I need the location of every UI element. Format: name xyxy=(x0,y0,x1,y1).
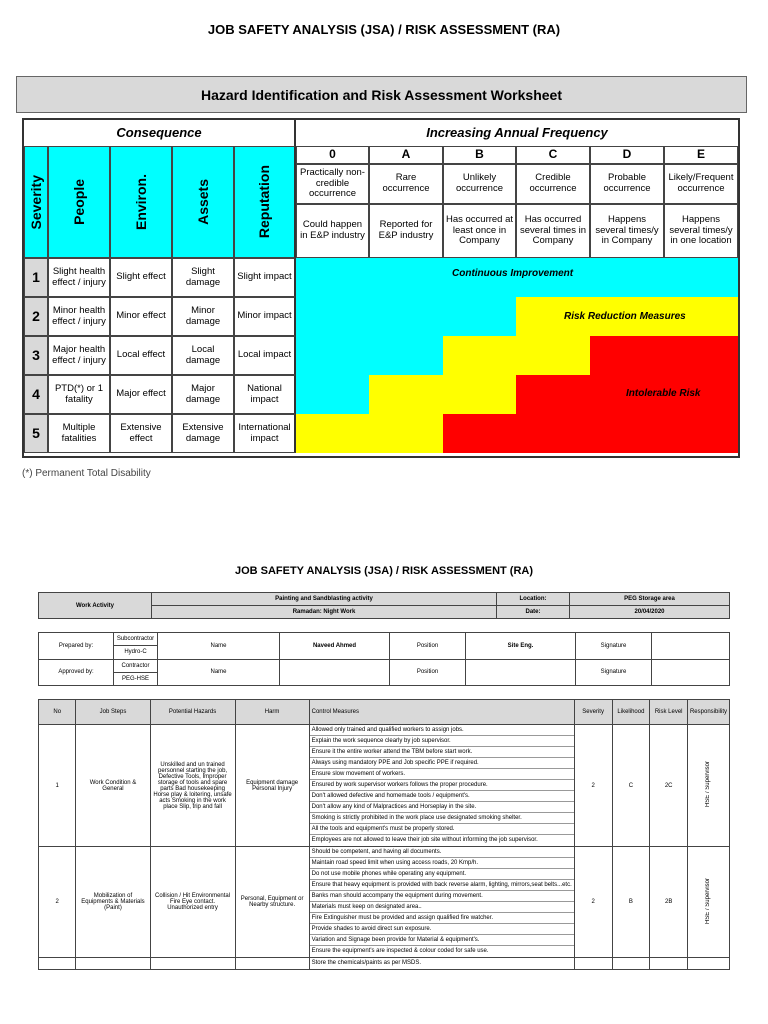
zone-label-intolerable-risk: Intolerable Risk xyxy=(626,388,701,399)
responsibility-text: HSE / Supervisor xyxy=(705,761,712,808)
responsibility-text: HSE / Supervisor xyxy=(705,877,712,925)
signature-label: Signature xyxy=(576,633,652,660)
prepared-by-label: Prepared by: xyxy=(39,633,114,660)
prepared-position: Site Eng. xyxy=(466,633,576,660)
col-people: People xyxy=(48,146,110,258)
table-cell xyxy=(76,958,150,970)
control-measure-item: Employees are not allowed to leave their job site without informing the job supervisor. xyxy=(311,837,538,843)
th-harm: Harm xyxy=(235,700,309,725)
risk-zone-cyan xyxy=(369,336,443,375)
risk-zone-cyan xyxy=(664,258,738,297)
control-measure-item: Do not use mobile phones while operating any equipment. xyxy=(310,869,574,880)
table-row xyxy=(39,725,730,847)
level-name: Practically non-credible occurrence xyxy=(296,164,369,204)
severity-environ: Local effect xyxy=(110,336,172,375)
severity-environ: Major effect xyxy=(110,375,172,414)
likelihood: C xyxy=(612,725,650,847)
job-step: Work Condition & General xyxy=(76,725,150,847)
name-label: Name xyxy=(158,633,280,660)
location-label: Location: xyxy=(497,593,570,606)
th-job-steps: Job Steps xyxy=(76,700,150,725)
level-code: E xyxy=(664,146,738,164)
risk-zone-yellow xyxy=(516,336,590,375)
th-likelihood: Likelihood xyxy=(612,700,650,725)
col-environ: Environ. xyxy=(110,146,172,258)
control-measure-item: Maintain road speed limit when using access roads, 20 Kmp/h. xyxy=(310,858,574,869)
control-measure-item: Smoking is strictly prohibited in the work place use designated smoking shelter. xyxy=(310,813,574,824)
risk-zone-yellow xyxy=(296,414,369,453)
risk-zone-red xyxy=(664,336,738,375)
prepared-name: Naveed Ahmed xyxy=(280,633,390,660)
severity-people: PTD(*) or 1 fatality xyxy=(48,375,110,414)
level-code: B xyxy=(443,146,516,164)
severity-reputation: National impact xyxy=(234,375,296,414)
severity-num: 4 xyxy=(24,375,48,414)
table-cell xyxy=(235,958,309,970)
level-desc: Happens several times/y in Company xyxy=(590,204,664,258)
level-desc: Reported for E&P industry xyxy=(369,204,443,258)
approved-position[interactable] xyxy=(466,659,576,686)
level-name: Credible occurrence xyxy=(516,164,590,204)
row-no: 2 xyxy=(39,847,76,958)
th-risk-level: Risk Level xyxy=(650,700,688,725)
table-cell xyxy=(612,958,650,970)
risk-matrix xyxy=(22,118,740,458)
control-measures xyxy=(309,725,574,847)
activity-line2: Ramadan: Night Work xyxy=(152,606,497,619)
severity-reputation: Local impact xyxy=(234,336,296,375)
date-value: 20/04/2020 xyxy=(570,606,730,619)
risk-zone-cyan xyxy=(296,297,369,336)
table-cell xyxy=(39,958,76,970)
harm: Equipment damage Personal Injury xyxy=(235,725,309,847)
level-desc: Happens several times/y in one location xyxy=(664,204,738,258)
severity-num: 1 xyxy=(24,258,48,297)
level-code: 0 xyxy=(296,146,369,164)
risk-zone-red xyxy=(664,414,738,453)
position-label: Position xyxy=(390,633,466,660)
jsa-title: JOB SAFETY ANALYSIS (JSA) / RISK ASSESSMENT (RA) xyxy=(234,565,534,577)
risk-zone-yellow xyxy=(443,336,516,375)
severity-environ: Minor effect xyxy=(110,297,172,336)
th-responsibility: Responsibility xyxy=(687,700,729,725)
severity-assets: Slight damage xyxy=(172,258,234,297)
control-measure-item: Ensure it the entire worker attend the TBM before start work. xyxy=(310,747,574,758)
control-measure-item: Store the chemicals/paints as per MSDS. xyxy=(311,960,422,966)
approved-by-label: Approved by: xyxy=(39,659,114,686)
jsa-table xyxy=(38,699,730,970)
risk-zone-yellow xyxy=(369,375,443,414)
control-measure-item: Should be competent, and having all documents. xyxy=(310,847,574,858)
zone-label-continuous-improvement: Continuous Improvement xyxy=(452,268,574,279)
approval-table xyxy=(38,632,730,686)
level-name: Probable occurrence xyxy=(590,164,664,204)
job-step: Mobilization of Equipments & Materials (Paint) xyxy=(76,847,150,958)
control-measure-item: All the tools and equipment's must be properly stored. xyxy=(310,824,574,835)
risk-zone-cyan xyxy=(590,258,664,297)
severity-num: 5 xyxy=(24,414,48,453)
control-measure-item: Ensure slow movement of workers. xyxy=(310,769,574,780)
control-measure-item: Provide shades to avoid direct sun exposure. xyxy=(310,924,574,935)
th-severity: Severity xyxy=(574,700,612,725)
level-code: C xyxy=(516,146,590,164)
contractor-value: PEG-HSE xyxy=(114,672,158,685)
table-cell xyxy=(150,958,235,970)
risk-zone-cyan xyxy=(369,258,443,297)
risk-zone-yellow xyxy=(443,375,516,414)
severity-environ: Slight effect xyxy=(110,258,172,297)
control-measure-item: Ensure that heavy equipment is provided with back reverse alarm, lighting, mirrors,seat belts...etc. xyxy=(310,880,574,891)
footnote: (*) Permanent Total Disability xyxy=(22,468,151,479)
severity-num: 2 xyxy=(24,297,48,336)
control-measure-item: Don't allowed defective and homemade tools / equipment's. xyxy=(310,791,574,802)
control-measure-item: Don't allow any kind of Malpractices and Horseplay in the site. xyxy=(310,802,574,813)
col-assets: Assets xyxy=(172,146,234,258)
risk-zone-red xyxy=(516,375,590,414)
control-measure-item: Explain the work sequence clearly by job supervisor. xyxy=(310,736,574,747)
location-value: PEG Storage area xyxy=(570,593,730,606)
risk-zone-cyan xyxy=(296,336,369,375)
control-measure-item: Ensured by work supervisor workers follows the proper procedure. xyxy=(310,780,574,791)
severity-header: Severity xyxy=(24,146,48,258)
level-name: Unlikely occurrence xyxy=(443,164,516,204)
risk-zone-red xyxy=(443,414,516,453)
severity-reputation: Minor impact xyxy=(234,297,296,336)
severity-people: Major health effect / injury xyxy=(48,336,110,375)
level-name: Likely/Frequent occurrence xyxy=(664,164,738,204)
subcontractor-label: Subcontractor xyxy=(114,633,158,646)
th-potential-hazards: Potential Hazards xyxy=(150,700,235,725)
approved-name[interactable] xyxy=(280,659,390,686)
level-desc: Has occurred at least once in Company xyxy=(443,204,516,258)
table-cell xyxy=(687,958,729,970)
severity-assets: Major damage xyxy=(172,375,234,414)
severity-assets: Extensive damage xyxy=(172,414,234,453)
likelihood: B xyxy=(612,847,650,958)
responsibility xyxy=(687,725,729,847)
control-measure-item: Allowed only trained and qualified workers to assign jobs. xyxy=(310,725,574,736)
prepared-signature[interactable] xyxy=(652,633,730,660)
table-cell xyxy=(574,958,612,970)
level-code: D xyxy=(590,146,664,164)
severity-reputation: International impact xyxy=(234,414,296,453)
severity-assets: Local damage xyxy=(172,336,234,375)
risk-level: 2C xyxy=(650,725,688,847)
risk-zone-cyan xyxy=(443,297,516,336)
harm: Personal, Equipment or Nearby structure. xyxy=(235,847,309,958)
approved-signature[interactable] xyxy=(652,659,730,686)
work-activity-label: Work Activity xyxy=(39,593,152,619)
th-no: No xyxy=(39,700,76,725)
th-control-measures: Control Measures xyxy=(309,700,574,725)
severity: 2 xyxy=(574,847,612,958)
table-cell xyxy=(650,958,688,970)
risk-zone-cyan xyxy=(369,297,443,336)
work-info-table xyxy=(38,592,730,619)
col-reputation: Reputation xyxy=(234,146,296,258)
potential-hazards: Unskilled and un trained personnel starting the job, Defective Tools, Improper storage of tools and spare parts Bad housekeeping Horse play & loitering, unsafe acts Smoking in the work place Slip, trip and fall xyxy=(150,725,235,847)
document-title: JOB SAFETY ANALYSIS (JSA) / RISK ASSESSMENT (RA) xyxy=(207,22,561,37)
name-label-2: Name xyxy=(158,659,280,686)
risk-zone-yellow xyxy=(369,414,443,453)
frequency-header: Increasing Annual Frequency xyxy=(426,124,608,140)
severity-people: Multiple fatalities xyxy=(48,414,110,453)
control-measure-item: Materials must keep on designated area.. xyxy=(310,902,574,913)
date-label: Date: xyxy=(497,606,570,619)
risk-zone-red xyxy=(590,414,664,453)
control-measure-item: Variation and Signage been provide for Material & equipment's. xyxy=(310,935,574,946)
signature-label-2: Signature xyxy=(576,659,652,686)
level-desc: Has occurred several times in Company xyxy=(516,204,590,258)
severity: 2 xyxy=(574,725,612,847)
subcontractor-value: Hydro-C xyxy=(114,646,158,659)
level-code: A xyxy=(369,146,443,164)
control-measure-item: Fire Extinguisher must be provided and assign qualified fire watcher. xyxy=(310,913,574,924)
severity-environ: Extensive effect xyxy=(110,414,172,453)
level-desc: Could happen in E&P industry xyxy=(296,204,369,258)
row-no: 1 xyxy=(39,725,76,847)
level-name: Rare occurrence xyxy=(369,164,443,204)
potential-hazards: Collision / Hit Environmental Fire Eye contact. Unauthorized entry xyxy=(150,847,235,958)
risk-level: 2B xyxy=(650,847,688,958)
control-measure-item: Ensure the equipment's are inspected & colour coded for safe use. xyxy=(311,948,489,954)
zone-label-risk-reduction: Risk Reduction Measures xyxy=(564,311,686,322)
severity-reputation: Slight impact xyxy=(234,258,296,297)
control-measure-item: Banks man should accompany the equipment during movement. xyxy=(310,891,574,902)
table-row xyxy=(39,847,730,958)
control-measure-item: Always using mandatory PPE and Job specific PPE if required. xyxy=(310,758,574,769)
severity-num: 3 xyxy=(24,336,48,375)
contractor-label: Contractor xyxy=(114,659,158,672)
severity-people: Slight health effect / injury xyxy=(48,258,110,297)
risk-zone-red xyxy=(516,414,590,453)
table-row xyxy=(39,958,730,970)
responsibility xyxy=(687,847,729,958)
control-measures xyxy=(309,958,574,970)
severity-people: Minor health effect / injury xyxy=(48,297,110,336)
consequence-header: Consequence xyxy=(24,120,296,146)
risk-zone-cyan xyxy=(296,258,369,297)
risk-zone-red xyxy=(590,336,664,375)
severity-assets: Minor damage xyxy=(172,297,234,336)
position-label-2: Position xyxy=(390,659,466,686)
control-measures xyxy=(309,847,574,958)
activity-line1: Painting and Sandblasting activity xyxy=(152,593,497,606)
worksheet-title: Hazard Identification and Risk Assessment Worksheet xyxy=(16,76,747,113)
risk-zone-cyan xyxy=(296,375,369,414)
